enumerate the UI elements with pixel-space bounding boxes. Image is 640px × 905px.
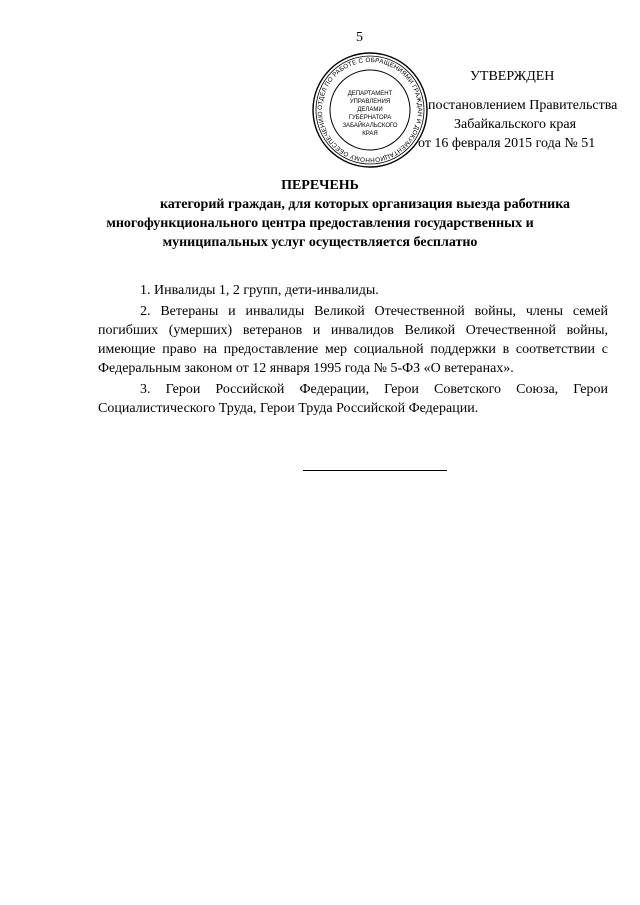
seal-center-line: УПРАВЛЕНИЯ (349, 99, 391, 105)
seal-center-line: ДЕЛАМИ (357, 107, 383, 113)
approval-heading: УТВЕРЖДЕН (470, 69, 555, 84)
seal-center-line: ДЕПАРТАМЕНТ (347, 91, 393, 97)
document-title (0, 176, 640, 252)
title-line: категорий граждан, для которых организация выезда работника (159, 197, 571, 212)
title-line: многофункционального центра предоставления государственных и (106, 216, 534, 231)
end-divider-line (303, 470, 447, 471)
approval-line: Забайкальского края (454, 117, 577, 132)
page-number: 5 (356, 30, 363, 45)
list-item: 1. Инвалиды 1, 2 групп, дети-инвалиды. (140, 283, 379, 298)
official-seal-stamp (311, 51, 429, 169)
seal-center-line: ЗАБАЙКАЛЬСКОГО (342, 123, 398, 129)
list-item: 3. Герои Российской Федерации, Герои Советского Союза, Герои Социалистического Труда, Герои Труда Российской Федерации. (98, 382, 608, 416)
category-list (98, 281, 608, 420)
title-heading: ПЕРЕЧЕНЬ (281, 178, 359, 193)
seal-ring-text: ОТДЕЛ ПО РАБОТЕ С ОБРАЩЕНИЯМИ ГРАЖДАН И ДОКУМЕНТАЦИОННОМУ ОБЕСПЕЧЕНИЮ (316, 56, 424, 164)
approval-line: постановлением Правительства (428, 98, 618, 113)
title-line: муниципальных услуг осуществляется бесплатно (162, 235, 478, 250)
seal-center-line: ГУБЕРНАТОРА (348, 115, 392, 121)
list-item: 2. Ветераны и инвалиды Великой Отечественной войны, члены семей погибших (умерших) ветеранов и инвалидов Великой Отечественной войны, имеющие право на предоставление мер социальной поддержки в соответствии с Федеральным законом от 12 января 1995 года № 5-ФЗ «О ветеранах». (98, 304, 608, 376)
approval-line: от 16 февраля 2015 года № 51 (418, 136, 596, 151)
seal-center-line: КРАЯ (362, 131, 378, 137)
